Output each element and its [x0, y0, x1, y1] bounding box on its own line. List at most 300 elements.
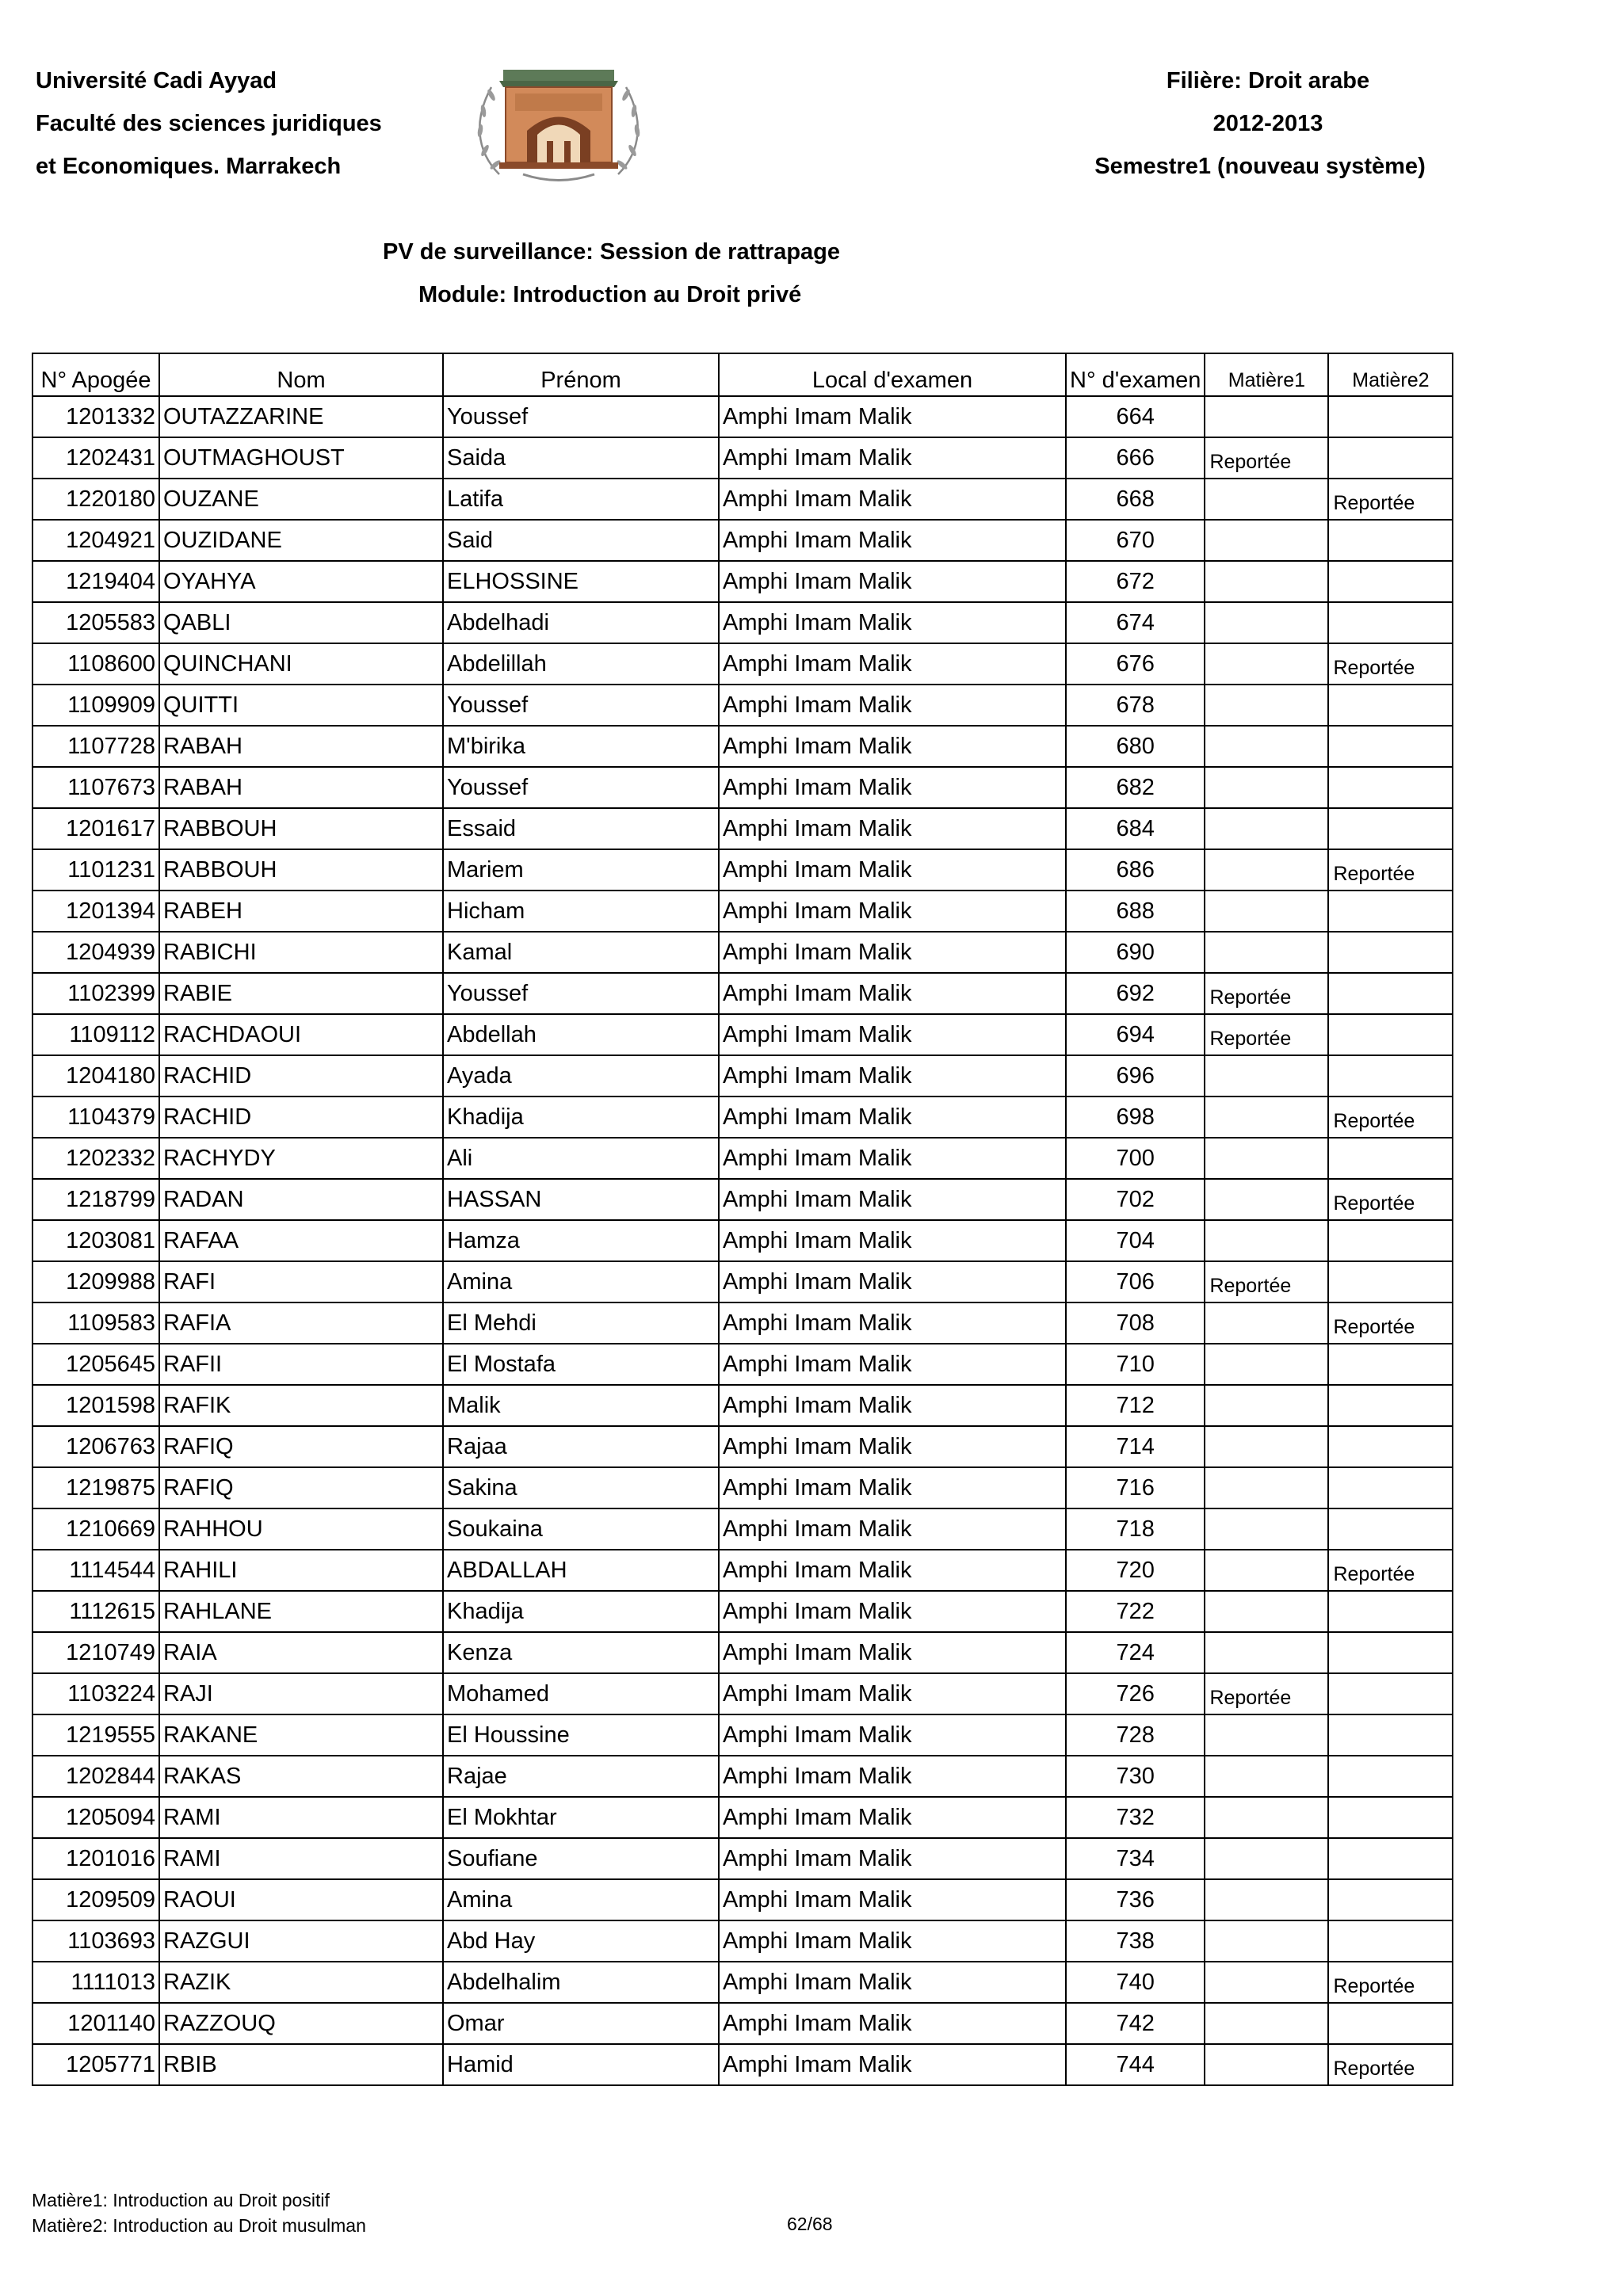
cell-prenom: Essaid — [443, 808, 719, 849]
cell-matiere2 — [1328, 1261, 1453, 1302]
table-row — [32, 520, 1453, 561]
cell-apogee: 1201394 — [32, 891, 159, 932]
cell-prenom: Amina — [443, 1879, 719, 1920]
cell-local: Amphi Imam Malik — [719, 973, 1066, 1014]
cell-nom: RABICHI — [159, 932, 443, 973]
cell-local: Amphi Imam Malik — [719, 1632, 1066, 1673]
cell-prenom: Youssef — [443, 685, 719, 726]
table-row — [32, 1426, 1453, 1467]
table-row — [32, 479, 1453, 520]
cell-num-examen: 686 — [1066, 849, 1205, 891]
cell-matiere2 — [1328, 808, 1453, 849]
cell-local: Amphi Imam Malik — [719, 2044, 1066, 2085]
col-apogee: N° Apogée — [32, 353, 159, 396]
cell-prenom: Hamid — [443, 2044, 719, 2085]
cell-prenom: Sakina — [443, 1467, 719, 1508]
cell-matiere2 — [1328, 891, 1453, 932]
cell-local: Amphi Imam Malik — [719, 396, 1066, 437]
cell-matiere2 — [1328, 1426, 1453, 1467]
cell-prenom: El Mehdi — [443, 1302, 719, 1344]
cell-nom: OUZANE — [159, 479, 443, 520]
cell-nom: RAHLANE — [159, 1591, 443, 1632]
cell-num-examen: 676 — [1066, 643, 1205, 685]
faculty-city: et Economiques. Marrakech — [36, 154, 342, 179]
table-row — [32, 973, 1453, 1014]
cell-matiere1 — [1205, 1714, 1328, 1756]
table-row — [32, 1302, 1453, 1344]
cell-nom: RAFII — [159, 1344, 443, 1385]
table-row — [32, 1756, 1453, 1797]
cell-prenom: Ali — [443, 1138, 719, 1179]
cell-matiere1 — [1205, 1220, 1328, 1261]
cell-nom: RAFIK — [159, 1385, 443, 1426]
cell-local: Amphi Imam Malik — [719, 2003, 1066, 2044]
cell-num-examen: 724 — [1066, 1632, 1205, 1673]
cell-prenom: El Mostafa — [443, 1344, 719, 1385]
table-row — [32, 1097, 1453, 1138]
cell-local: Amphi Imam Malik — [719, 1673, 1066, 1714]
cell-prenom: Saida — [443, 437, 719, 479]
cell-matiere1 — [1205, 849, 1328, 891]
cell-apogee: 1205583 — [32, 602, 159, 643]
cell-local: Amphi Imam Malik — [719, 1220, 1066, 1261]
faculty-name: Faculté des sciences juridiques — [36, 111, 382, 136]
cell-matiere2: Reportée — [1328, 643, 1453, 685]
cell-local: Amphi Imam Malik — [719, 1055, 1066, 1097]
cell-matiere2: Reportée — [1328, 479, 1453, 520]
cell-matiere1 — [1205, 1426, 1328, 1467]
cell-apogee: 1201016 — [32, 1838, 159, 1879]
cell-num-examen: 736 — [1066, 1879, 1205, 1920]
cell-matiere2 — [1328, 1838, 1453, 1879]
cell-matiere1 — [1205, 1838, 1328, 1879]
cell-apogee: 1218799 — [32, 1179, 159, 1220]
cell-local: Amphi Imam Malik — [719, 767, 1066, 808]
cell-num-examen: 700 — [1066, 1138, 1205, 1179]
col-local: Local d'examen — [719, 353, 1066, 396]
cell-apogee: 1220180 — [32, 479, 159, 520]
cell-nom: RABIE — [159, 973, 443, 1014]
cell-matiere2 — [1328, 602, 1453, 643]
cell-matiere2 — [1328, 1673, 1453, 1714]
cell-apogee: 1205771 — [32, 2044, 159, 2085]
cell-apogee: 1107728 — [32, 726, 159, 767]
cell-local: Amphi Imam Malik — [719, 1097, 1066, 1138]
cell-local: Amphi Imam Malik — [719, 891, 1066, 932]
table-row — [32, 602, 1453, 643]
cell-matiere2: Reportée — [1328, 1097, 1453, 1138]
cell-nom: RACHID — [159, 1097, 443, 1138]
cell-local: Amphi Imam Malik — [719, 1426, 1066, 1467]
cell-prenom: El Houssine — [443, 1714, 719, 1756]
cell-local: Amphi Imam Malik — [719, 1591, 1066, 1632]
cell-prenom: HASSAN — [443, 1179, 719, 1220]
cell-matiere2 — [1328, 2003, 1453, 2044]
cell-apogee: 1219875 — [32, 1467, 159, 1508]
cell-num-examen: 726 — [1066, 1673, 1205, 1714]
cell-matiere1 — [1205, 1879, 1328, 1920]
cell-num-examen: 728 — [1066, 1714, 1205, 1756]
cell-prenom: Hamza — [443, 1220, 719, 1261]
cell-num-examen: 688 — [1066, 891, 1205, 932]
program-name: Filière: Droit arabe — [1166, 68, 1370, 93]
cell-num-examen: 680 — [1066, 726, 1205, 767]
cell-prenom: Latifa — [443, 479, 719, 520]
cell-prenom: Soukaina — [443, 1508, 719, 1550]
cell-num-examen: 722 — [1066, 1591, 1205, 1632]
cell-prenom: Rajae — [443, 1756, 719, 1797]
table-row — [32, 1055, 1453, 1097]
table-row — [32, 561, 1453, 602]
cell-num-examen: 674 — [1066, 602, 1205, 643]
cell-apogee: 1202431 — [32, 437, 159, 479]
col-matiere2: Matière2 — [1328, 353, 1453, 396]
table-row — [32, 767, 1453, 808]
cell-local: Amphi Imam Malik — [719, 479, 1066, 520]
cell-matiere2 — [1328, 1344, 1453, 1385]
cell-matiere1 — [1205, 1550, 1328, 1591]
cell-prenom: Malik — [443, 1385, 719, 1426]
cell-apogee: 1201332 — [32, 396, 159, 437]
cell-nom: RAZIK — [159, 1962, 443, 2003]
cell-local: Amphi Imam Malik — [719, 1508, 1066, 1550]
cell-prenom: Kenza — [443, 1632, 719, 1673]
cell-num-examen: 716 — [1066, 1467, 1205, 1508]
academic-year: 2012-2013 — [1212, 111, 1323, 136]
table-row — [32, 1138, 1453, 1179]
cell-matiere2: Reportée — [1328, 2044, 1453, 2085]
cell-matiere2 — [1328, 1508, 1453, 1550]
cell-matiere2 — [1328, 1756, 1453, 1797]
cell-prenom: Amina — [443, 1261, 719, 1302]
cell-apogee: 1202844 — [32, 1756, 159, 1797]
table-row — [32, 1014, 1453, 1055]
cell-local: Amphi Imam Malik — [719, 437, 1066, 479]
cell-matiere1 — [1205, 1508, 1328, 1550]
cell-local: Amphi Imam Malik — [719, 561, 1066, 602]
cell-prenom: Mohamed — [443, 1673, 719, 1714]
cell-prenom: ELHOSSINE — [443, 561, 719, 602]
cell-matiere1 — [1205, 1138, 1328, 1179]
table-row — [32, 1632, 1453, 1673]
cell-prenom: Ayada — [443, 1055, 719, 1097]
cell-num-examen: 718 — [1066, 1508, 1205, 1550]
cell-matiere1 — [1205, 808, 1328, 849]
table-row — [32, 1220, 1453, 1261]
cell-local: Amphi Imam Malik — [719, 1756, 1066, 1797]
cell-apogee: 1210669 — [32, 1508, 159, 1550]
cell-matiere1 — [1205, 2044, 1328, 2085]
cell-local: Amphi Imam Malik — [719, 520, 1066, 561]
cell-matiere1 — [1205, 1097, 1328, 1138]
cell-prenom: Youssef — [443, 973, 719, 1014]
cell-apogee: 1201598 — [32, 1385, 159, 1426]
cell-nom: RACHID — [159, 1055, 443, 1097]
cell-matiere1 — [1205, 685, 1328, 726]
cell-nom: RAJI — [159, 1673, 443, 1714]
cell-nom: RAMI — [159, 1797, 443, 1838]
cell-apogee: 1109583 — [32, 1302, 159, 1344]
table-row — [32, 437, 1453, 479]
cell-num-examen: 668 — [1066, 479, 1205, 520]
university-gate-logo-icon — [468, 55, 650, 190]
cell-nom: RAZGUI — [159, 1920, 443, 1962]
cell-num-examen: 708 — [1066, 1302, 1205, 1344]
cell-apogee: 1101231 — [32, 849, 159, 891]
cell-num-examen: 664 — [1066, 396, 1205, 437]
cell-apogee: 1205645 — [32, 1344, 159, 1385]
cell-prenom: Abdelhadi — [443, 602, 719, 643]
cell-local: Amphi Imam Malik — [719, 1302, 1066, 1344]
cell-apogee: 1201140 — [32, 2003, 159, 2044]
table-row — [32, 1673, 1453, 1714]
cell-num-examen: 672 — [1066, 561, 1205, 602]
cell-matiere1: Reportée — [1205, 1261, 1328, 1302]
cell-matiere1 — [1205, 1055, 1328, 1097]
cell-local: Amphi Imam Malik — [719, 1797, 1066, 1838]
cell-prenom: Said — [443, 520, 719, 561]
cell-matiere1 — [1205, 1467, 1328, 1508]
cell-matiere1 — [1205, 1632, 1328, 1673]
cell-apogee: 1201617 — [32, 808, 159, 849]
cell-matiere1 — [1205, 1797, 1328, 1838]
cell-nom: RADAN — [159, 1179, 443, 1220]
cell-local: Amphi Imam Malik — [719, 726, 1066, 767]
cell-matiere2 — [1328, 1014, 1453, 1055]
cell-matiere1: Reportée — [1205, 973, 1328, 1014]
surveillance-table — [32, 353, 1453, 2086]
table-row — [32, 891, 1453, 932]
cell-local: Amphi Imam Malik — [719, 1179, 1066, 1220]
cell-nom: RAHILI — [159, 1550, 443, 1591]
page-number: 62/68 — [787, 2214, 833, 2234]
cell-nom: RABEH — [159, 891, 443, 932]
cell-nom: QUITTI — [159, 685, 443, 726]
cell-apogee: 1109909 — [32, 685, 159, 726]
cell-matiere2 — [1328, 1385, 1453, 1426]
cell-nom: RAKANE — [159, 1714, 443, 1756]
cell-num-examen: 684 — [1066, 808, 1205, 849]
cell-apogee: 1112615 — [32, 1591, 159, 1632]
cell-prenom: Youssef — [443, 396, 719, 437]
cell-matiere2 — [1328, 1714, 1453, 1756]
cell-apogee: 1205094 — [32, 1797, 159, 1838]
cell-local: Amphi Imam Malik — [719, 643, 1066, 685]
cell-prenom: Abdelillah — [443, 643, 719, 685]
col-prenom: Prénom — [443, 353, 719, 396]
cell-local: Amphi Imam Malik — [719, 1014, 1066, 1055]
cell-matiere1 — [1205, 1385, 1328, 1426]
cell-apogee: 1103693 — [32, 1920, 159, 1962]
cell-nom: OUTAZZARINE — [159, 396, 443, 437]
cell-matiere2 — [1328, 1632, 1453, 1673]
cell-matiere2 — [1328, 685, 1453, 726]
cell-num-examen: 682 — [1066, 767, 1205, 808]
cell-nom: RBIB — [159, 2044, 443, 2085]
cell-matiere2 — [1328, 1797, 1453, 1838]
table-row — [32, 726, 1453, 767]
cell-matiere2 — [1328, 437, 1453, 479]
cell-prenom: ABDALLAH — [443, 1550, 719, 1591]
cell-matiere1 — [1205, 726, 1328, 767]
cell-matiere2 — [1328, 1467, 1453, 1508]
cell-num-examen: 698 — [1066, 1097, 1205, 1138]
cell-apogee: 1210749 — [32, 1632, 159, 1673]
cell-prenom: Kamal — [443, 932, 719, 973]
cell-matiere1: Reportée — [1205, 437, 1328, 479]
cell-num-examen: 670 — [1066, 520, 1205, 561]
cell-local: Amphi Imam Malik — [719, 1962, 1066, 2003]
cell-apogee: 1219404 — [32, 561, 159, 602]
cell-num-examen: 720 — [1066, 1550, 1205, 1591]
table-row — [32, 1714, 1453, 1756]
cell-nom: RABBOUH — [159, 849, 443, 891]
cell-local: Amphi Imam Malik — [719, 685, 1066, 726]
module-title: Module: Introduction au Droit privé — [418, 282, 802, 307]
cell-local: Amphi Imam Malik — [719, 1138, 1066, 1179]
cell-num-examen: 734 — [1066, 1838, 1205, 1879]
cell-num-examen: 732 — [1066, 1797, 1205, 1838]
cell-matiere2: Reportée — [1328, 1962, 1453, 2003]
legend-matiere1: Matière1: Introduction au Droit positif — [32, 2190, 330, 2210]
cell-num-examen: 744 — [1066, 2044, 1205, 2085]
cell-nom: RAOUI — [159, 1879, 443, 1920]
cell-matiere2 — [1328, 1138, 1453, 1179]
cell-nom: OUZIDANE — [159, 520, 443, 561]
cell-local: Amphi Imam Malik — [719, 932, 1066, 973]
cell-num-examen: 678 — [1066, 685, 1205, 726]
cell-matiere1 — [1205, 1756, 1328, 1797]
cell-matiere1 — [1205, 1179, 1328, 1220]
table-row — [32, 932, 1453, 973]
cell-prenom: Abd Hay — [443, 1920, 719, 1962]
table-row — [32, 1550, 1453, 1591]
cell-matiere2 — [1328, 973, 1453, 1014]
table-row — [32, 2044, 1453, 2085]
cell-matiere1 — [1205, 767, 1328, 808]
cell-apogee: 1202332 — [32, 1138, 159, 1179]
cell-apogee: 1102399 — [32, 973, 159, 1014]
cell-matiere2: Reportée — [1328, 1179, 1453, 1220]
table-row — [32, 1920, 1453, 1962]
cell-local: Amphi Imam Malik — [719, 849, 1066, 891]
cell-prenom: Hicham — [443, 891, 719, 932]
cell-local: Amphi Imam Malik — [719, 1550, 1066, 1591]
semester: Semestre1 (nouveau système) — [1094, 154, 1426, 179]
table-row — [32, 1344, 1453, 1385]
col-matiere1: Matière1 — [1205, 353, 1328, 396]
cell-prenom: Youssef — [443, 767, 719, 808]
cell-local: Amphi Imam Malik — [719, 1344, 1066, 1385]
cell-apogee: 1104379 — [32, 1097, 159, 1138]
cell-matiere2 — [1328, 561, 1453, 602]
cell-matiere1 — [1205, 561, 1328, 602]
cell-nom: OUTMAGHOUST — [159, 437, 443, 479]
cell-apogee: 1203081 — [32, 1220, 159, 1261]
cell-matiere2 — [1328, 1055, 1453, 1097]
cell-matiere2 — [1328, 1591, 1453, 1632]
table-row — [32, 1591, 1453, 1632]
cell-matiere2: Reportée — [1328, 1302, 1453, 1344]
cell-nom: RACHDAOUI — [159, 1014, 443, 1055]
cell-num-examen: 694 — [1066, 1014, 1205, 1055]
cell-apogee: 1204180 — [32, 1055, 159, 1097]
cell-num-examen: 714 — [1066, 1426, 1205, 1467]
cell-num-examen: 666 — [1066, 437, 1205, 479]
university-name: Université Cadi Ayyad — [36, 68, 277, 93]
cell-nom: RAZZOUQ — [159, 2003, 443, 2044]
cell-nom: RAMI — [159, 1838, 443, 1879]
cell-apogee: 1103224 — [32, 1673, 159, 1714]
cell-nom: RAFIQ — [159, 1467, 443, 1508]
table-row — [32, 685, 1453, 726]
cell-matiere2 — [1328, 726, 1453, 767]
cell-matiere1 — [1205, 1920, 1328, 1962]
cell-nom: RAKAS — [159, 1756, 443, 1797]
cell-matiere1: Reportée — [1205, 1014, 1328, 1055]
cell-matiere1 — [1205, 1591, 1328, 1632]
col-num-examen: N° d'examen — [1066, 353, 1205, 396]
cell-local: Amphi Imam Malik — [719, 1920, 1066, 1962]
table-row — [32, 396, 1453, 437]
cell-matiere2 — [1328, 932, 1453, 973]
cell-local: Amphi Imam Malik — [719, 1467, 1066, 1508]
cell-matiere1: Reportée — [1205, 1673, 1328, 1714]
cell-apogee: 1204921 — [32, 520, 159, 561]
table-row — [32, 1467, 1453, 1508]
table-row — [32, 2003, 1453, 2044]
cell-matiere1 — [1205, 932, 1328, 973]
cell-prenom: Mariem — [443, 849, 719, 891]
cell-matiere2: Reportée — [1328, 849, 1453, 891]
cell-apogee: 1108600 — [32, 643, 159, 685]
cell-apogee: 1206763 — [32, 1426, 159, 1467]
cell-prenom: Abdellah — [443, 1014, 719, 1055]
cell-prenom: El Mokhtar — [443, 1797, 719, 1838]
cell-matiere1 — [1205, 891, 1328, 932]
table-row — [32, 1797, 1453, 1838]
cell-prenom: Rajaa — [443, 1426, 719, 1467]
cell-apogee: 1204939 — [32, 932, 159, 973]
cell-matiere1 — [1205, 2003, 1328, 2044]
cell-prenom: Khadija — [443, 1591, 719, 1632]
col-nom: Nom — [159, 353, 443, 396]
cell-nom: RABAH — [159, 767, 443, 808]
cell-nom: RAHHOU — [159, 1508, 443, 1550]
cell-num-examen: 706 — [1066, 1261, 1205, 1302]
cell-num-examen: 704 — [1066, 1220, 1205, 1261]
cell-matiere1 — [1205, 1344, 1328, 1385]
table-row — [32, 1179, 1453, 1220]
cell-num-examen: 696 — [1066, 1055, 1205, 1097]
cell-num-examen: 710 — [1066, 1344, 1205, 1385]
cell-matiere1 — [1205, 396, 1328, 437]
cell-num-examen: 740 — [1066, 1962, 1205, 2003]
cell-matiere1 — [1205, 643, 1328, 685]
table-row — [32, 808, 1453, 849]
cell-apogee: 1109112 — [32, 1014, 159, 1055]
cell-nom: RAFIA — [159, 1302, 443, 1344]
cell-num-examen: 730 — [1066, 1756, 1205, 1797]
cell-nom: RAFI — [159, 1261, 443, 1302]
cell-prenom: Soufiane — [443, 1838, 719, 1879]
cell-matiere2 — [1328, 1920, 1453, 1962]
cell-num-examen: 738 — [1066, 1920, 1205, 1962]
cell-apogee: 1209988 — [32, 1261, 159, 1302]
cell-matiere1 — [1205, 479, 1328, 520]
cell-local: Amphi Imam Malik — [719, 1714, 1066, 1756]
table-row — [32, 1962, 1453, 2003]
